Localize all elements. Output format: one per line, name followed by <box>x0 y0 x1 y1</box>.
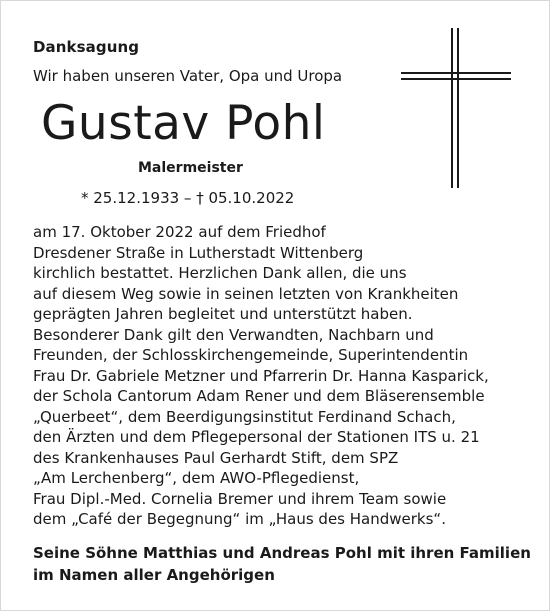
body-text <box>33 222 533 530</box>
notice-heading: Danksagung <box>33 38 140 56</box>
body-line: Dresdener Straße in Lutherstadt Wittenberg <box>33 243 364 262</box>
body-line: auf diesem Weg sowie in seinen letzten von Krankheiten <box>33 284 459 303</box>
signoff <box>33 542 533 586</box>
body-line: den Ärzten und dem Pflegepersonal der Stationen ITS u. 21 <box>33 428 480 446</box>
body-line: kirchlich bestattet. Herzlichen Dank allen, die uns <box>33 264 407 282</box>
body-line: des Krankenhauses Paul Gerhardt Stift, dem SPZ <box>33 448 399 467</box>
deceased-name: Gustav Pohl <box>41 96 326 151</box>
body-line: der Schola Cantorum Adam Rener und dem Bläserensemble <box>33 387 485 405</box>
body-line: „Am Lerchenberg“, dem AWO-Pflegedienst, <box>33 469 360 487</box>
body-line: Frau Dr. Gabriele Metzner und Pfarrerin Dr. Hanna Kasparick, <box>33 366 489 385</box>
body-line: Besonderer Dank gilt den Verwandten, Nachbarn und <box>33 325 434 344</box>
body-line: Frau Dipl.-Med. Cornelia Bremer und ihrem Team sowie <box>33 489 447 508</box>
body-line: Freunden, der Schlosskirchengemeinde, Superintendentin <box>33 346 469 364</box>
deceased-profession: Malermeister <box>138 160 243 176</box>
body-line: am 17. Oktober 2022 auf dem Friedhof <box>33 223 326 241</box>
body-line: „Querbeet“, dem Beerdigungsinstitut Ferdinand Schach, <box>33 407 456 426</box>
life-dates: * 25.12.1933 – † 05.10.2022 <box>81 189 295 207</box>
body-line: dem „Café der Begegnung“ im „Haus des Handwerks“. <box>33 510 446 528</box>
body-line: geprägten Jahren begleitet und unterstützt haben. <box>33 305 413 323</box>
signoff-line: Seine Söhne Matthias und Andreas Pohl mit ihren Familien <box>33 544 531 562</box>
cross-icon <box>401 28 511 188</box>
intro-text: Wir haben unseren Vater, Opa und Uropa <box>33 67 343 85</box>
signoff-line: im Namen aller Angehörigen <box>33 566 275 584</box>
